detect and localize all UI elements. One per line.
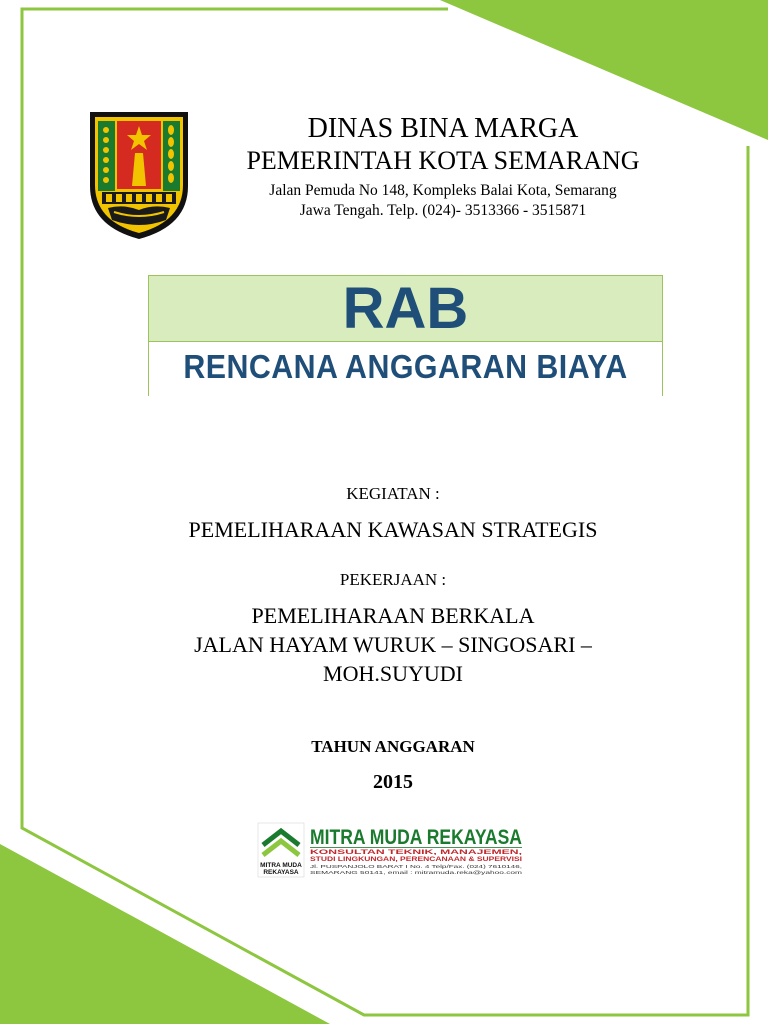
org-address	[200, 181, 686, 221]
consultant-tagline2: STUDI LINGKUNGAN, PERENCANAAN & SUPERVISI	[310, 856, 523, 863]
pekerjaan-label: PEKERJAAN :	[339, 570, 447, 589]
pekerjaan-line1: PEMELIHARAAN BERKALA	[251, 603, 535, 628]
tahun-anggaran-label: TAHUN ANGGARAN	[311, 737, 475, 756]
logo-small-line1: MITRA MUDA	[260, 862, 302, 869]
org-name-line1: DINAS BINA MARGA	[307, 113, 579, 144]
pekerjaan-line3: MOH.SUYUDI	[323, 661, 463, 686]
document-title: RAB	[342, 276, 469, 341]
consultant-address1: Jl. PUSPANJOLO BARAT I No. 4 Telp/Fax. (024) 7610146,	[310, 865, 435, 870]
consultant-name: MITRA MUDA REKAYASA	[310, 826, 522, 849]
document-title-box	[148, 275, 663, 396]
tahun-anggaran-value: 2015	[373, 771, 413, 793]
kota-semarang-emblem	[86, 108, 192, 242]
consultant-tagline1: KONSULTAN TEKNIK, MANAJEMEN,	[310, 849, 523, 856]
logo-small-line2: REKAYASA	[263, 869, 299, 876]
consultant-address2: SEMARANG 50141, email : mitramuda.reka@yahoo.com	[310, 871, 432, 876]
document-subtitle: RENCANA ANGGARAN BIAYA	[183, 348, 628, 385]
mitra-muda-rekayasa-logo	[258, 823, 528, 877]
address-line1: Jalan Pemuda No 148, Kompleks Balai Kota, Semarang	[269, 182, 617, 199]
pekerjaan-line2: JALAN HAYAM WURUK – SINGOSARI –	[194, 632, 592, 657]
org-name-line2: PEMERINTAH KOTA SEMARANG	[246, 146, 640, 175]
address-line2: Jawa Tengah. Telp. (024)- 3513366 - 3515871	[299, 202, 587, 219]
title-main-band	[149, 276, 662, 341]
kegiatan-value: PEMELIHARAAN KAWASAN STRATEGIS	[188, 517, 598, 542]
kegiatan-label: KEGIATAN :	[346, 484, 440, 503]
